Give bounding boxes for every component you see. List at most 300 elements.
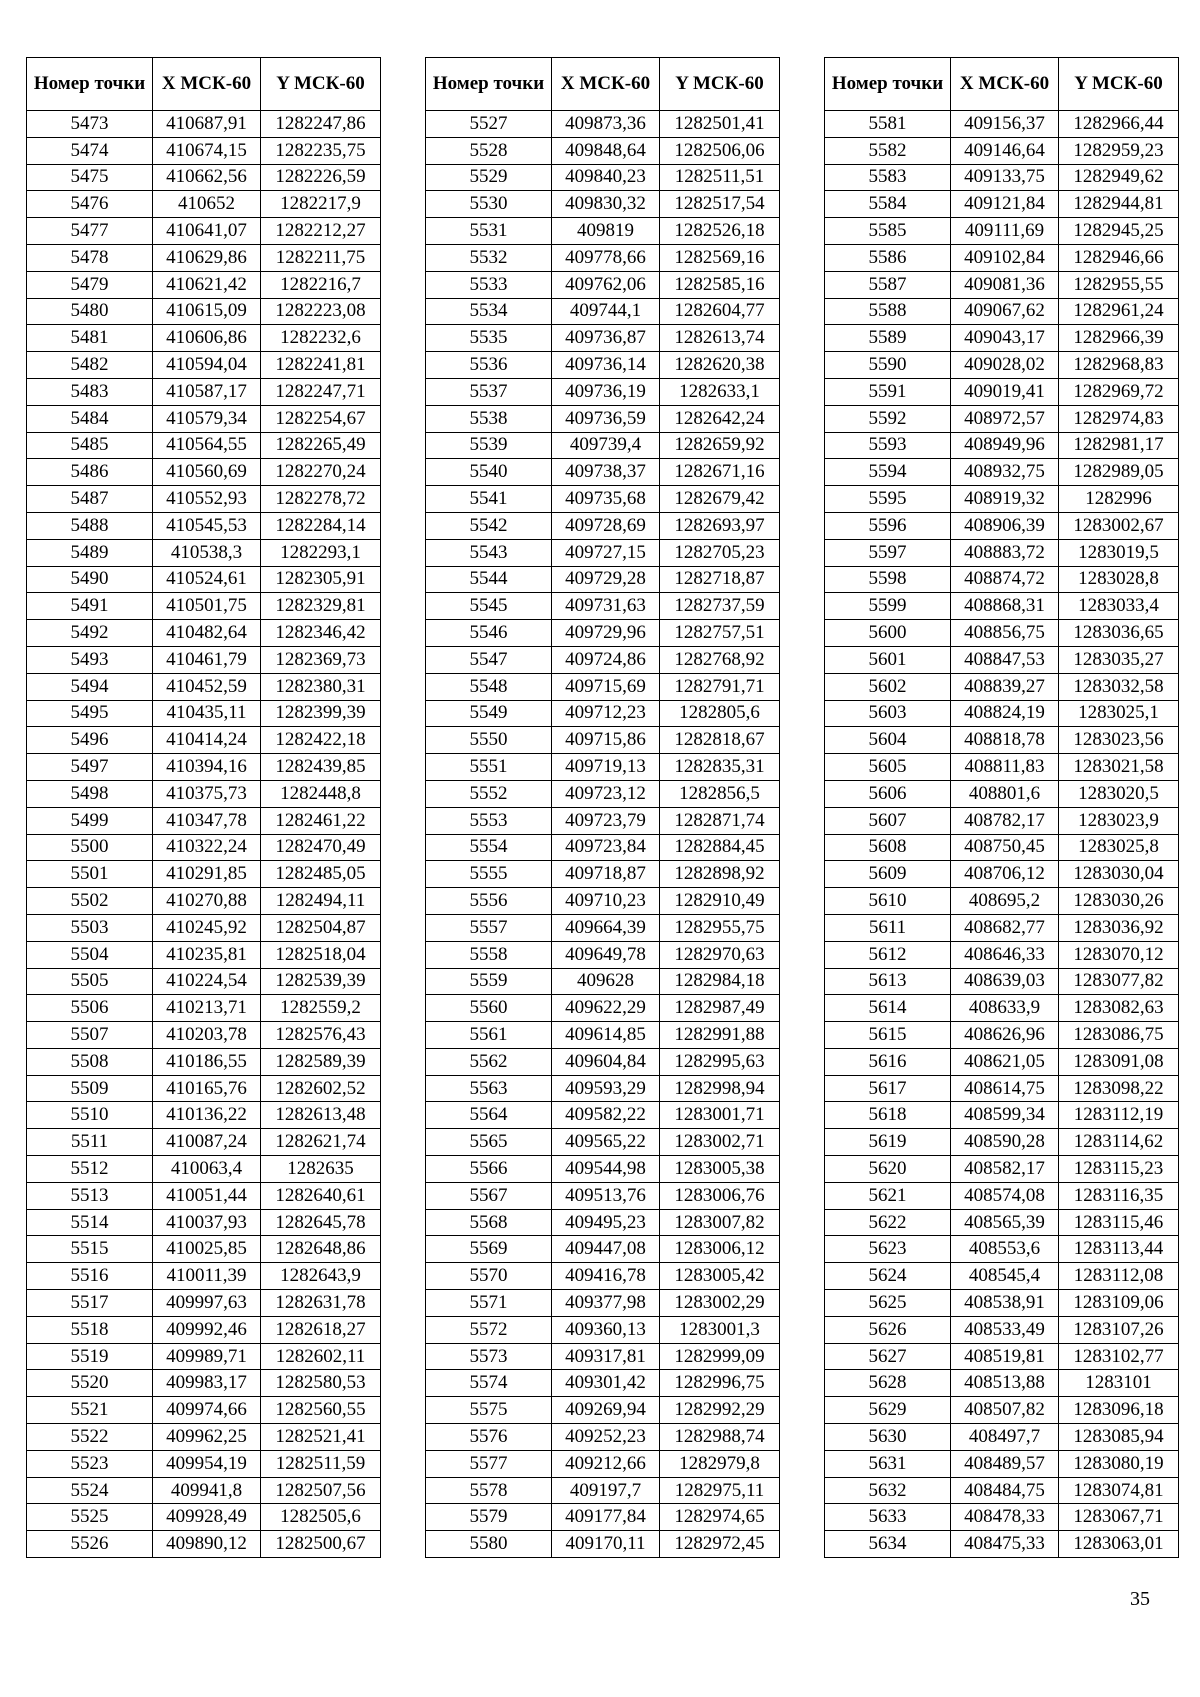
point-number-cell: 5531 (426, 218, 552, 245)
x-coordinate-cell: 410394,16 (153, 754, 261, 781)
table-row (27, 593, 381, 620)
x-coordinate-cell: 410482,64 (153, 620, 261, 647)
x-coordinate-cell: 410025,85 (153, 1236, 261, 1263)
x-coordinate-cell: 409848,64 (552, 137, 660, 164)
point-number-cell: 5596 (825, 512, 951, 539)
y-coordinate-cell: 1283007,82 (660, 1209, 780, 1236)
y-coordinate-cell: 1282517,54 (660, 191, 780, 218)
table-row (27, 512, 381, 539)
x-coordinate-cell: 409170,11 (552, 1531, 660, 1558)
y-coordinate-cell: 1282329,81 (261, 593, 381, 620)
table-row (825, 968, 1179, 995)
point-number-cell: 5544 (426, 566, 552, 593)
x-coordinate-cell: 409269,94 (552, 1397, 660, 1424)
point-number-cell: 5629 (825, 1397, 951, 1424)
x-coordinate-cell: 408949,96 (951, 432, 1059, 459)
point-number-cell: 5594 (825, 459, 951, 486)
y-coordinate-cell: 1282987,49 (660, 995, 780, 1022)
table-row (825, 1129, 1179, 1156)
point-number-cell: 5632 (825, 1477, 951, 1504)
table-row (426, 646, 780, 673)
x-coordinate-cell: 409954,19 (153, 1450, 261, 1477)
y-coordinate-cell: 1282500,67 (261, 1531, 381, 1558)
point-number-cell: 5583 (825, 164, 951, 191)
point-number-cell: 5501 (27, 861, 153, 888)
table-row (426, 700, 780, 727)
table-row (825, 137, 1179, 164)
table-row (426, 1450, 780, 1477)
table-row (426, 914, 780, 941)
header-y: Y МСК-60 (1059, 58, 1179, 111)
y-coordinate-cell: 1282494,11 (261, 888, 381, 915)
y-coordinate-cell: 1282671,16 (660, 459, 780, 486)
x-coordinate-cell: 409582,22 (552, 1102, 660, 1129)
x-coordinate-cell: 410213,71 (153, 995, 261, 1022)
table-row (27, 861, 381, 888)
x-coordinate-cell: 409565,22 (552, 1129, 660, 1156)
table-row (27, 1182, 381, 1209)
x-coordinate-cell: 409447,08 (552, 1236, 660, 1263)
y-coordinate-cell: 1282945,25 (1059, 218, 1179, 245)
table-row (27, 1504, 381, 1531)
x-coordinate-cell: 410235,81 (153, 941, 261, 968)
y-coordinate-cell: 1282560,55 (261, 1397, 381, 1424)
coordinates-tables (26, 57, 1178, 1577)
header-point-number: Номер точки (426, 58, 552, 111)
table-row (426, 191, 780, 218)
table-row (426, 780, 780, 807)
x-coordinate-cell: 408513,88 (951, 1370, 1059, 1397)
y-coordinate-cell: 1282293,1 (261, 539, 381, 566)
table-row (426, 1343, 780, 1370)
point-number-cell: 5505 (27, 968, 153, 995)
table-row (825, 378, 1179, 405)
table-row (426, 1290, 780, 1317)
point-number-cell: 5530 (426, 191, 552, 218)
table-row (825, 1343, 1179, 1370)
y-coordinate-cell: 1282223,08 (261, 298, 381, 325)
x-coordinate-cell: 408614,75 (951, 1075, 1059, 1102)
table-row (27, 1343, 381, 1370)
x-coordinate-cell: 410560,69 (153, 459, 261, 486)
x-coordinate-cell: 409593,29 (552, 1075, 660, 1102)
table-row (825, 486, 1179, 513)
y-coordinate-cell: 1282511,51 (660, 164, 780, 191)
y-coordinate-cell: 1282212,27 (261, 218, 381, 245)
y-coordinate-cell: 1283115,23 (1059, 1156, 1179, 1183)
point-number-cell: 5570 (426, 1263, 552, 1290)
table-row (27, 164, 381, 191)
x-coordinate-cell: 409718,87 (552, 861, 660, 888)
x-coordinate-cell: 410662,56 (153, 164, 261, 191)
point-number-cell: 5528 (426, 137, 552, 164)
table-row (426, 1504, 780, 1531)
point-number-cell: 5615 (825, 1022, 951, 1049)
point-number-cell: 5526 (27, 1531, 153, 1558)
point-number-cell: 5549 (426, 700, 552, 727)
table-row (825, 1370, 1179, 1397)
y-coordinate-cell: 1283019,5 (1059, 539, 1179, 566)
y-coordinate-cell: 1282559,2 (261, 995, 381, 1022)
point-number-cell: 5581 (825, 111, 951, 138)
x-coordinate-cell: 410629,86 (153, 244, 261, 271)
table-row (825, 1504, 1179, 1531)
y-coordinate-cell: 1283030,04 (1059, 861, 1179, 888)
point-number-cell: 5536 (426, 352, 552, 379)
table-row (825, 593, 1179, 620)
y-coordinate-cell: 1282974,65 (660, 1504, 780, 1531)
y-coordinate-cell: 1282966,39 (1059, 325, 1179, 352)
point-number-cell: 5532 (426, 244, 552, 271)
y-coordinate-cell: 1282946,66 (1059, 244, 1179, 271)
point-number-cell: 5559 (426, 968, 552, 995)
table-row (27, 1290, 381, 1317)
point-number-cell: 5479 (27, 271, 153, 298)
y-coordinate-cell: 1283080,19 (1059, 1450, 1179, 1477)
x-coordinate-cell: 408868,31 (951, 593, 1059, 620)
header-point-number: Номер точки (825, 58, 951, 111)
y-coordinate-cell: 1282631,78 (261, 1290, 381, 1317)
point-number-cell: 5497 (27, 754, 153, 781)
point-number-cell: 5592 (825, 405, 951, 432)
y-coordinate-cell: 1283112,19 (1059, 1102, 1179, 1129)
x-coordinate-cell: 408489,57 (951, 1450, 1059, 1477)
x-coordinate-cell: 409735,68 (552, 486, 660, 513)
x-coordinate-cell: 409614,85 (552, 1022, 660, 1049)
x-coordinate-cell: 409146,64 (951, 137, 1059, 164)
y-coordinate-cell: 1282679,42 (660, 486, 780, 513)
table-row (27, 244, 381, 271)
table-row (426, 1397, 780, 1424)
y-coordinate-cell: 1282247,86 (261, 111, 381, 138)
x-coordinate-cell: 409992,46 (153, 1316, 261, 1343)
point-number-cell: 5545 (426, 593, 552, 620)
point-number-cell: 5486 (27, 459, 153, 486)
table-row (27, 727, 381, 754)
y-coordinate-cell: 1283025,1 (1059, 700, 1179, 727)
y-coordinate-cell: 1282996,75 (660, 1370, 780, 1397)
table-row (27, 1316, 381, 1343)
table-row (825, 754, 1179, 781)
y-coordinate-cell: 1282970,63 (660, 941, 780, 968)
table-row (825, 432, 1179, 459)
x-coordinate-cell: 408633,9 (951, 995, 1059, 1022)
x-coordinate-cell: 408695,2 (951, 888, 1059, 915)
point-number-cell: 5553 (426, 807, 552, 834)
point-number-cell: 5606 (825, 780, 951, 807)
x-coordinate-cell: 410552,93 (153, 486, 261, 513)
table-row (426, 352, 780, 379)
point-number-cell: 5612 (825, 941, 951, 968)
table-row (27, 780, 381, 807)
x-coordinate-cell: 410452,59 (153, 673, 261, 700)
point-number-cell: 5506 (27, 995, 153, 1022)
x-coordinate-cell: 409962,25 (153, 1424, 261, 1451)
y-coordinate-cell: 1282585,16 (660, 271, 780, 298)
x-coordinate-cell: 409133,75 (951, 164, 1059, 191)
table-row (27, 459, 381, 486)
y-coordinate-cell: 1282974,83 (1059, 405, 1179, 432)
x-coordinate-cell: 409156,37 (951, 111, 1059, 138)
y-coordinate-cell: 1282645,78 (261, 1209, 381, 1236)
y-coordinate-cell: 1282757,51 (660, 620, 780, 647)
x-coordinate-cell: 410435,11 (153, 700, 261, 727)
table-row (825, 298, 1179, 325)
point-number-cell: 5534 (426, 298, 552, 325)
x-coordinate-cell: 409744,1 (552, 298, 660, 325)
table-row (426, 566, 780, 593)
table-row (27, 1397, 381, 1424)
x-coordinate-cell: 409622,29 (552, 995, 660, 1022)
x-coordinate-cell: 408507,82 (951, 1397, 1059, 1424)
y-coordinate-cell: 1283021,58 (1059, 754, 1179, 781)
point-number-cell: 5543 (426, 539, 552, 566)
point-number-cell: 5567 (426, 1182, 552, 1209)
y-coordinate-cell: 1282580,53 (261, 1370, 381, 1397)
y-coordinate-cell: 1282569,16 (660, 244, 780, 271)
table-row (426, 1182, 780, 1209)
x-coordinate-cell: 408847,53 (951, 646, 1059, 673)
y-coordinate-cell: 1282981,17 (1059, 432, 1179, 459)
x-coordinate-cell: 409840,23 (552, 164, 660, 191)
x-coordinate-cell: 409727,15 (552, 539, 660, 566)
table-row (27, 1048, 381, 1075)
table-row (27, 111, 381, 138)
point-number-cell: 5619 (825, 1129, 951, 1156)
point-number-cell: 5500 (27, 834, 153, 861)
x-coordinate-cell: 409723,79 (552, 807, 660, 834)
x-coordinate-cell: 408824,19 (951, 700, 1059, 727)
x-coordinate-cell: 409983,17 (153, 1370, 261, 1397)
table-row (426, 1075, 780, 1102)
x-coordinate-cell: 409723,84 (552, 834, 660, 861)
x-coordinate-cell: 408818,78 (951, 727, 1059, 754)
y-coordinate-cell: 1282975,11 (660, 1477, 780, 1504)
header-y: Y МСК-60 (660, 58, 780, 111)
x-coordinate-cell: 410641,07 (153, 218, 261, 245)
table-row (825, 271, 1179, 298)
y-coordinate-cell: 1282506,06 (660, 137, 780, 164)
point-number-cell: 5474 (27, 137, 153, 164)
y-coordinate-cell: 1283036,65 (1059, 620, 1179, 647)
table-row (27, 1370, 381, 1397)
table-row (825, 1156, 1179, 1183)
y-coordinate-cell: 1282369,73 (261, 646, 381, 673)
y-coordinate-cell: 1282959,23 (1059, 137, 1179, 164)
y-coordinate-cell: 1282955,55 (1059, 271, 1179, 298)
x-coordinate-cell: 409928,49 (153, 1504, 261, 1531)
y-coordinate-cell: 1282511,59 (261, 1450, 381, 1477)
y-coordinate-cell: 1282226,59 (261, 164, 381, 191)
table-row (426, 620, 780, 647)
table-row (426, 1022, 780, 1049)
x-coordinate-cell: 409778,66 (552, 244, 660, 271)
table-row (27, 1236, 381, 1263)
x-coordinate-cell: 409890,12 (153, 1531, 261, 1558)
point-number-cell: 5476 (27, 191, 153, 218)
table-row (825, 218, 1179, 245)
header-x: X МСК-60 (951, 58, 1059, 111)
x-coordinate-cell: 408533,49 (951, 1316, 1059, 1343)
point-number-cell: 5573 (426, 1343, 552, 1370)
table-row (825, 1316, 1179, 1343)
point-number-cell: 5494 (27, 673, 153, 700)
point-number-cell: 5607 (825, 807, 951, 834)
point-number-cell: 5578 (426, 1477, 552, 1504)
x-coordinate-cell: 409736,87 (552, 325, 660, 352)
point-number-cell: 5518 (27, 1316, 153, 1343)
point-number-cell: 5522 (27, 1424, 153, 1451)
table-row (426, 1102, 780, 1129)
point-number-cell: 5621 (825, 1182, 951, 1209)
point-number-cell: 5624 (825, 1263, 951, 1290)
point-number-cell: 5561 (426, 1022, 552, 1049)
x-coordinate-cell: 409628 (552, 968, 660, 995)
table-row (27, 968, 381, 995)
x-coordinate-cell: 408839,27 (951, 673, 1059, 700)
y-coordinate-cell: 1282526,18 (660, 218, 780, 245)
x-coordinate-cell: 410136,22 (153, 1102, 261, 1129)
y-coordinate-cell: 1282835,31 (660, 754, 780, 781)
point-number-cell: 5593 (825, 432, 951, 459)
x-coordinate-cell: 410524,61 (153, 566, 261, 593)
table-row (27, 834, 381, 861)
y-coordinate-cell: 1282635 (261, 1156, 381, 1183)
point-number-cell: 5490 (27, 566, 153, 593)
table-row (426, 459, 780, 486)
point-number-cell: 5589 (825, 325, 951, 352)
point-number-cell: 5519 (27, 1343, 153, 1370)
table-row (426, 271, 780, 298)
table-row (825, 807, 1179, 834)
y-coordinate-cell: 1282972,45 (660, 1531, 780, 1558)
table-header-row (27, 58, 381, 111)
table-row (825, 1263, 1179, 1290)
x-coordinate-cell: 410203,78 (153, 1022, 261, 1049)
table-row (27, 807, 381, 834)
table-row (825, 1022, 1179, 1049)
table-row (825, 1397, 1179, 1424)
y-coordinate-cell: 1282399,39 (261, 700, 381, 727)
y-coordinate-cell: 1282621,74 (261, 1129, 381, 1156)
coordinates-table-2 (425, 57, 780, 1558)
point-number-cell: 5558 (426, 941, 552, 968)
x-coordinate-cell: 409738,37 (552, 459, 660, 486)
x-coordinate-cell: 409830,32 (552, 191, 660, 218)
table-row (825, 620, 1179, 647)
x-coordinate-cell: 410322,24 (153, 834, 261, 861)
x-coordinate-cell: 409731,63 (552, 593, 660, 620)
point-number-cell: 5590 (825, 352, 951, 379)
y-coordinate-cell: 1282995,63 (660, 1048, 780, 1075)
x-coordinate-cell: 409604,84 (552, 1048, 660, 1075)
table-row (825, 1236, 1179, 1263)
x-coordinate-cell: 408919,32 (951, 486, 1059, 513)
x-coordinate-cell: 410347,78 (153, 807, 261, 834)
y-coordinate-cell: 1283109,06 (1059, 1290, 1179, 1317)
point-number-cell: 5568 (426, 1209, 552, 1236)
table-row (825, 1075, 1179, 1102)
y-coordinate-cell: 1282871,74 (660, 807, 780, 834)
table-row (426, 995, 780, 1022)
point-number-cell: 5616 (825, 1048, 951, 1075)
x-coordinate-cell: 408478,33 (951, 1504, 1059, 1531)
y-coordinate-cell: 1283098,22 (1059, 1075, 1179, 1102)
point-number-cell: 5513 (27, 1182, 153, 1209)
table-row (825, 941, 1179, 968)
table-row (27, 1022, 381, 1049)
point-number-cell: 5496 (27, 727, 153, 754)
point-number-cell: 5554 (426, 834, 552, 861)
table-row (27, 1102, 381, 1129)
y-coordinate-cell: 1282380,31 (261, 673, 381, 700)
y-coordinate-cell: 1282884,45 (660, 834, 780, 861)
point-number-cell: 5514 (27, 1209, 153, 1236)
table-row (426, 1129, 780, 1156)
x-coordinate-cell: 410291,85 (153, 861, 261, 888)
point-number-cell: 5487 (27, 486, 153, 513)
point-number-cell: 5603 (825, 700, 951, 727)
table-row (426, 432, 780, 459)
x-coordinate-cell: 408639,03 (951, 968, 1059, 995)
table-row (27, 620, 381, 647)
x-coordinate-cell: 408553,6 (951, 1236, 1059, 1263)
table-row (426, 968, 780, 995)
point-number-cell: 5595 (825, 486, 951, 513)
table-row (426, 1236, 780, 1263)
y-coordinate-cell: 1283077,82 (1059, 968, 1179, 995)
y-coordinate-cell: 1282966,44 (1059, 111, 1179, 138)
table-row (825, 727, 1179, 754)
y-coordinate-cell: 1282232,6 (261, 325, 381, 352)
y-coordinate-cell: 1282265,49 (261, 432, 381, 459)
table-row (426, 1531, 780, 1558)
table-row (825, 111, 1179, 138)
point-number-cell: 5609 (825, 861, 951, 888)
x-coordinate-cell: 409317,81 (552, 1343, 660, 1370)
table-row (825, 1182, 1179, 1209)
point-number-cell: 5480 (27, 298, 153, 325)
y-coordinate-cell: 1282620,38 (660, 352, 780, 379)
point-number-cell: 5495 (27, 700, 153, 727)
table-row (27, 566, 381, 593)
point-number-cell: 5633 (825, 1504, 951, 1531)
point-number-cell: 5580 (426, 1531, 552, 1558)
point-number-cell: 5579 (426, 1504, 552, 1531)
point-number-cell: 5491 (27, 593, 153, 620)
point-number-cell: 5473 (27, 111, 153, 138)
y-coordinate-cell: 1282968,83 (1059, 352, 1179, 379)
y-coordinate-cell: 1282254,67 (261, 405, 381, 432)
point-number-cell: 5484 (27, 405, 153, 432)
table-row (27, 378, 381, 405)
point-number-cell: 5488 (27, 512, 153, 539)
x-coordinate-cell: 409715,86 (552, 727, 660, 754)
y-coordinate-cell: 1282979,8 (660, 1450, 780, 1477)
table-row (27, 1263, 381, 1290)
table-row (825, 1531, 1179, 1558)
point-number-cell: 5575 (426, 1397, 552, 1424)
x-coordinate-cell: 408538,91 (951, 1290, 1059, 1317)
y-coordinate-cell: 1283101 (1059, 1370, 1179, 1397)
x-coordinate-cell: 409712,23 (552, 700, 660, 727)
y-coordinate-cell: 1282618,27 (261, 1316, 381, 1343)
point-number-cell: 5562 (426, 1048, 552, 1075)
table-row (27, 352, 381, 379)
y-coordinate-cell: 1283005,38 (660, 1156, 780, 1183)
y-coordinate-cell: 1283067,71 (1059, 1504, 1179, 1531)
y-coordinate-cell: 1282422,18 (261, 727, 381, 754)
